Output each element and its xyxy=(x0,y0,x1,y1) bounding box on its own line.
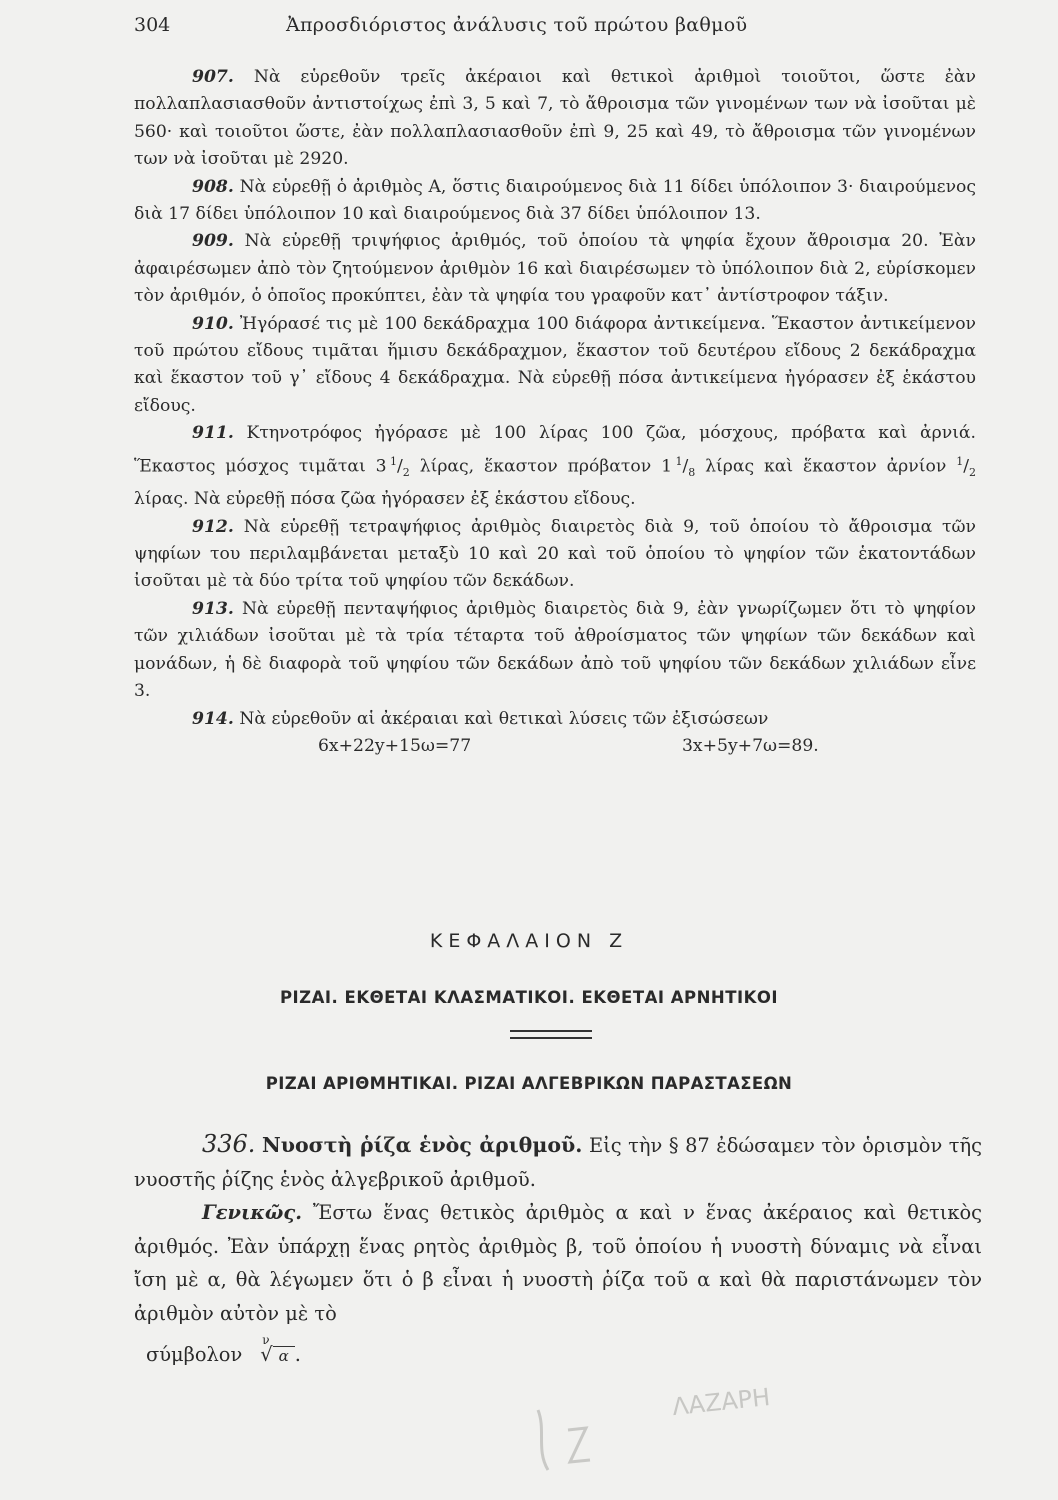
page-header xyxy=(134,14,984,44)
equations-row xyxy=(134,733,976,761)
problem-text: Νὰ εὑρεθῇ τριψήφιος ἀριθμός, τοῦ ὁποίου τὰ ψηφία ἔχουν ἄθροισμα 20. Ἐὰν ἀφαιρέσωμεν ἀπὸ τὸν ζητούμενον ἀριθμὸν 16 καὶ διαιρέσωμεν τὸ ὑπόλοιπον διὰ 2, εὑρίσκομεν τὸν ἀριθμόν, ὁ ὁποῖος προκύπτει, ἐὰν τὰ ψηφία του γραφοῦν κατ᾽ ἀντίστροφον τάξιν. xyxy=(134,231,976,307)
fraction-numerator: 1 xyxy=(389,454,397,468)
problem-number: 911. xyxy=(192,423,234,444)
problem-text: λίρας καὶ ἕκαστον ἀρνίον xyxy=(695,456,957,477)
pencil-scribble-icon xyxy=(528,1400,598,1480)
chapter-subtitle: ΡΙΖΑΙ. ΕΚΘΕΤΑΙ ΚΛΑΣΜΑΤΙΚΟΙ. ΕΚΘΕΤΑΙ ΑΡΝΗΤΙΚΟΙ xyxy=(279,988,779,1007)
fraction-denominator: 2 xyxy=(968,465,976,479)
problem-text: Νὰ εὑρεθῇ ὁ ἀριθμὸς Α, ὅστις διαιρούμενος διὰ 11 δίδει ὑπόλοιπον 3· διαιρούμενος διὰ 17 δίδει ὑπόλοιπον 10 καὶ διαιρούμενος διὰ 37 δίδει ὑπόλοιπον 13. xyxy=(134,176,976,225)
symbol-label: σύμβολον xyxy=(146,1343,243,1366)
page-number: 304 xyxy=(134,14,171,36)
problem-914 xyxy=(134,706,976,733)
problem-text: λίρας. Νὰ εὑρεθῇ πόσα ζῶα ἠγόρασεν ἐξ ἑκάστου εἴδους. xyxy=(134,489,636,510)
problem-number: 912. xyxy=(192,516,234,537)
root-radicand: α xyxy=(273,1346,295,1365)
symbol-end: . xyxy=(294,1343,301,1366)
problem-text: λίρας, ἕκαστον πρόβατον 1 xyxy=(409,456,673,477)
fraction-numerator: 1 xyxy=(956,454,964,468)
section-heading: ΡΙΖΑΙ ΑΡΙΘΜΗΤΙΚΑΙ. ΡΙΖΑΙ ΑΛΓΕΒΡΙΚΩΝ ΠΑΡΑΣΤΑΣΕΩΝ xyxy=(265,1074,793,1093)
problem-number: 910. xyxy=(192,313,234,334)
problem-text: Νὰ εὑρεθοῦν τρεῖς ἀκέραιοι καὶ θετικοὶ ἀριθμοὶ τοιοῦτοι, ὥστε ἐὰν πολλαπλασιασθοῦν ἀντιστοίχως ἐπὶ 3, 5 καὶ 7, τὸ ἄθροισμα τῶν γινομένων των νὰ ἰσοῦται μὲ 560· καὶ τοιοῦτοι ὥστε, ἐὰν πολλαπλασιασθοῦν ἐπὶ 9, 25 καὶ 49, τὸ ἄθροισμα τῶν γινομένων των νὰ ἰσοῦται μὲ 2920. xyxy=(134,67,976,170)
problem-text: Κτηνοτρόφος ἠγόρασε μὲ 100 λίρας 100 ζῶα, μόσχους, πρόβατα καὶ ἀρνιά. Ἕκαστος μόσχος τιμᾶται 3 xyxy=(134,423,977,477)
problem-number: 909. xyxy=(192,231,234,252)
problem-text: Ἠγόρασέ τις μὲ 100 δεκάδραχμα 100 διάφορα ἀντικείμενα. Ἕκαστον ἀντικείμενον τοῦ πρώτου εἴδους τιμᾶται ἥμισυ δεκάδραχμον, ἕκαστον τοῦ δευτέρου εἴδους 2 δεκάδραχμα καὶ ἕκαστον τοῦ γ᾽ εἴδους 4 δεκάδραχμα. Νὰ εὑρεθῇ πόσα ἀντικείμενα ἠγόρασεν ἐξ ἑκάστου εἴδους. xyxy=(134,313,976,416)
section-intro xyxy=(134,1128,982,1196)
running-title: Ἀπροσδιόριστος ἀνάλυσις τοῦ πρώτου βαθμοῦ xyxy=(286,14,748,36)
problem-text: Νὰ εὑρεθῇ τετραψήφιος ἀριθμὸς διαιρετὸς διὰ 9, τοῦ ὁποίου τὸ ἄθροισμα τῶν ψηφίων του περιλαμβάνεται μεταξὺ 10 καὶ 20 καὶ τοῦ ὁποίου τὸ ψηφίον τῶν ἑκατοντάδων ἰσοῦται μὲ τὰ δύο τρίτα τοῦ ψηφίου τῶν δεκάδων. xyxy=(134,516,976,592)
fraction-denominator: 8 xyxy=(688,465,696,479)
root-index: ν xyxy=(262,1333,270,1347)
pencil-handwriting: ΛΑΖΑΡΗ xyxy=(670,1382,772,1422)
fraction-numerator: 1 xyxy=(675,454,683,468)
section-title: Νυοστὴ ῥίζα ἑνὸς ἀριθμοῦ. xyxy=(262,1133,583,1157)
problem-910 xyxy=(134,311,976,421)
problem-909 xyxy=(134,228,976,310)
fraction-denominator: 2 xyxy=(402,465,410,479)
problem-number: 908. xyxy=(192,176,234,197)
nth-root-symbol xyxy=(260,1333,295,1374)
radical-sign-icon: √ xyxy=(260,1343,273,1366)
equation-2: 3x+5y+7ω=89. xyxy=(682,735,819,756)
section-number: 336. xyxy=(202,1130,256,1158)
chapter-label: ΚΕΦΑΛΑΙΟΝ Ζ xyxy=(429,930,629,952)
problem-913 xyxy=(134,596,976,706)
problem-number: 907. xyxy=(192,67,234,87)
double-rule-top xyxy=(510,1030,592,1032)
problem-number: 913. xyxy=(192,598,234,619)
problem-number: 914. xyxy=(192,708,234,729)
equation-1: 6x+22y+15ω=77 xyxy=(318,735,472,756)
section-body-text: Ἔστω ἕνας θετικὸς ἀριθμὸς α καὶ ν ἕνας ἀκέραιος καὶ θετικὸς ἀριθμός. Ἐὰν ὑπάρχῃ ἕνας ρητὸς ἀριθμὸς β, τοῦ ὁποίου ἡ νυοστὴ δύναμις νὰ εἶναι ἴση μὲ α, θὰ λέγωμεν ὅτι ὁ β εἶναι ἡ νυοστὴ ῥίζα τοῦ α καὶ θὰ παριστάνωμεν τὸν ἀριθμὸν αὐτὸν μὲ τὸ xyxy=(134,1201,982,1325)
problem-912 xyxy=(134,514,976,596)
generally-label: Γενικῶς. xyxy=(202,1201,302,1224)
problem-list xyxy=(134,64,976,761)
double-rule-bottom xyxy=(510,1037,592,1039)
section-336 xyxy=(134,1128,982,1374)
symbol-line xyxy=(146,1333,982,1374)
problem-text: Νὰ εὑρεθῇ πενταψήφιος ἀριθμὸς διαιρετὸς διὰ 9, ἐὰν γνωρίζωμεν ὅτι τὸ ψηφίον τῶν χιλιάδων ἰσοῦται μὲ τὰ τρία τέταρτα τοῦ ἀθροίσματος τῶν ψηφίων τῶν δεκάδων καὶ μονάδων, ἡ δὲ διαφορὰ τοῦ ψηφίου τῶν δεκάδων ἀπὸ τοῦ ψηφίου τῶν δεκάδων χιλιάδων εἶνε 3. xyxy=(134,598,976,702)
problem-text: Νὰ εὑρεθοῦν αἱ ἀκέραιαι καὶ θετικαὶ λύσεις τῶν ἐξισώσεων xyxy=(239,708,769,729)
section-body xyxy=(134,1196,982,1330)
problem-911: 911. Κτηνοτρόφος ἠγόρασε μὲ 100 λίρας 100 ζῶα, μόσχους, πρόβατα καὶ ἀρνιά. Ἕκαστος μόσχος τιμᾶται 3 $^1/_2$ λίρας, ἕκαστον πρόβατον 1 $^1/_8$ λίρας καὶ ἕκαστον ἀρνίον $^1/_2$ λίρας. Νὰ εὑρεθῇ πόσα ζῶα ἠγόρασεν ἐξ ἑκάστου εἴδους. xyxy=(134,423,977,510)
problem-907 xyxy=(134,64,976,174)
section-intro-text: Εἰς τὴν § 87 ἐδώσαμεν τὸν ὁρισμὸν τῆς νυοστῆς ῥίζης ἑνὸς ἀλγεβρικοῦ ἀριθμοῦ. xyxy=(134,1134,982,1191)
problem-908 xyxy=(134,174,976,229)
